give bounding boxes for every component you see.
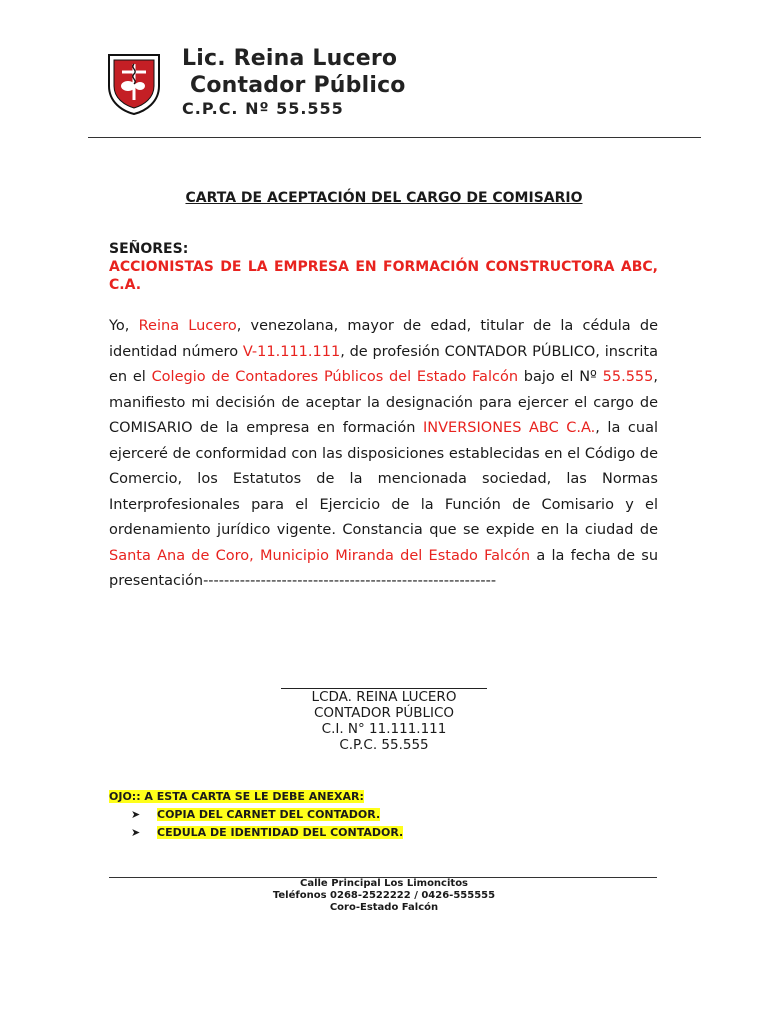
arrowhead-bullet-icon: ➤	[131, 808, 141, 821]
footer-address: Calle Principal Los Limoncitos	[299, 878, 469, 889]
signature-block	[0, 689, 768, 753]
header-title: Contador Público	[190, 73, 406, 98]
document-title: CARTA DE ACEPTACIÓN DEL CARGO DE COMISARIO	[185, 190, 583, 206]
signature-registration: C.P.C. 55.555	[339, 737, 429, 753]
professional-seal-icon	[106, 52, 162, 116]
highlighted-text: V-11.111.111	[242, 343, 341, 360]
note-item-label: COPIA DEL CARNET DEL CONTADOR.	[157, 808, 381, 821]
list-item	[109, 826, 403, 839]
body-text-segment: , manifiesto mi decisión de aceptar la designación para ejercer el cargo de COMISARIO de la empresa en formación	[109, 369, 658, 436]
body-text-segment: Yo,	[109, 318, 139, 334]
header-name: Lic. Reina Lucero	[182, 46, 398, 71]
recipient: ACCIONISTAS DE LA EMPRESA EN FORMACIÓN CONSTRUCTORA ABC, C.A.	[109, 259, 658, 293]
list-item	[109, 808, 403, 821]
signature-title: CONTADOR PÚBLICO	[313, 705, 455, 721]
highlighted-text: Santa Ana de Coro, Municipio Miranda del Estado Falcón	[109, 547, 531, 564]
note-item-label: CEDULA DE IDENTIDAD DEL CONTADOR.	[157, 826, 404, 839]
header-divider	[88, 137, 701, 138]
footer-phones: Teléfonos 0268-2522222 / 0426-555555	[272, 890, 496, 901]
attachment-note	[109, 790, 403, 839]
addressee-block	[109, 240, 658, 294]
body-text-segment: bajo el Nº	[518, 369, 603, 385]
signature-id: C.I. N° 11.111.111	[321, 721, 447, 737]
footer-city: Coro-Estado Falcón	[329, 902, 439, 913]
salutation: SEÑORES:	[109, 241, 189, 257]
highlighted-text: 55.555	[602, 369, 654, 385]
highlighted-text: Colegio de Contadores Públicos del Estado Falcón	[151, 369, 519, 385]
highlighted-text: INVERSIONES ABC C.A.	[423, 420, 596, 436]
body-text-segment: , la cual ejerceré de conformidad con las disposiciones establecidas en el Código de Comercio, los Estatutos de la mencionada sociedad, las Normas Interprofesionales para el Ejercicio de la Función de Comisario y el ordenamiento jurídico vigente. Constancia que se expide en la ciudad de	[109, 420, 658, 538]
footer	[0, 878, 768, 914]
note-heading: OJO:: A ESTA CARTA SE LE DEBE ANEXAR:	[109, 790, 364, 803]
highlighted-text: Reina Lucero	[138, 318, 237, 334]
signature-name: LCDA. REINA LUCERO	[311, 689, 457, 705]
body-text-segment: a la fecha de su presentación--------------------------------------------------------	[109, 547, 659, 589]
letter-body	[109, 314, 658, 595]
header-registration: C.P.C. Nº 55.555	[182, 99, 344, 118]
body-text-segment: , de profesión CONTADOR PÚBLICO, inscrita en el	[109, 343, 659, 385]
body-text-segment: , venezolana, mayor de edad, titular de la cédula de identidad número	[109, 318, 658, 360]
arrowhead-bullet-icon: ➤	[131, 826, 141, 839]
